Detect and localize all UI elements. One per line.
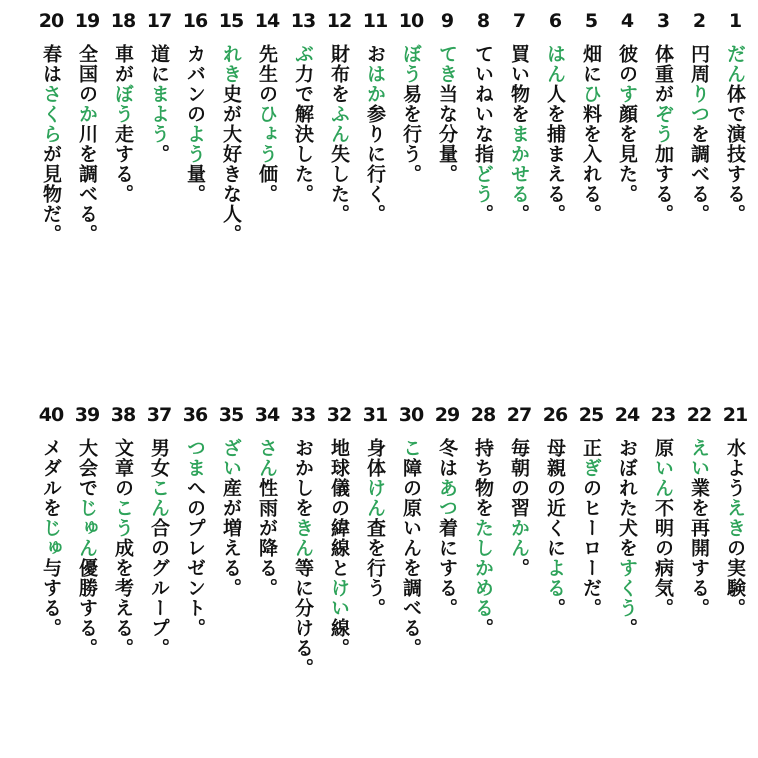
question-19 [70, 8, 104, 353]
question-number: 30 [398, 404, 424, 426]
text-after: の実験。 [724, 538, 746, 618]
question-number: 9 [440, 10, 454, 32]
question-text [471, 44, 495, 224]
question-text [39, 438, 63, 638]
question-number: 5 [584, 10, 598, 32]
text-after: 力で解決した。 [292, 64, 314, 204]
text-before: 毎朝の習 [508, 438, 530, 518]
question-33 [286, 402, 320, 747]
text-after: 当な分量。 [436, 84, 458, 184]
question-2 [682, 8, 716, 353]
question-number: 1 [728, 10, 742, 32]
question-number: 15 [218, 10, 244, 32]
question-number: 29 [434, 404, 460, 426]
question-number: 34 [254, 404, 280, 426]
text-before: 財布を [328, 44, 350, 104]
question-text [507, 438, 531, 578]
question-text [363, 438, 387, 618]
reading-target: はん [544, 44, 566, 84]
text-before: 畑に [580, 44, 602, 84]
question-12 [322, 8, 356, 353]
text-after: 量。 [184, 164, 206, 204]
question-9 [430, 8, 464, 353]
reading-target: ひ [580, 84, 602, 104]
question-number: 27 [506, 404, 532, 426]
text-before: おぼれた犬を [616, 438, 638, 558]
question-number: 16 [182, 10, 208, 32]
question-37 [142, 402, 176, 747]
text-before: 母親の近くに [544, 438, 566, 558]
questions-21-40 [0, 402, 758, 747]
question-text [75, 44, 99, 244]
question-text [687, 44, 711, 224]
question-8 [466, 8, 500, 353]
text-before: 円周 [688, 44, 710, 84]
question-24 [610, 402, 644, 747]
text-after: 性雨が降る。 [256, 478, 278, 598]
reading-target: ぼう [400, 44, 422, 84]
text-before: 正 [580, 438, 602, 458]
text-before: 冬は [436, 438, 458, 478]
text-after: を調べる。 [688, 124, 710, 224]
text-after: 。 [148, 144, 170, 164]
reading-target: はか [364, 64, 386, 104]
question-text [111, 44, 135, 204]
question-number: 10 [398, 10, 424, 32]
reading-target: りつ [688, 84, 710, 124]
text-before: 全国の [76, 44, 98, 104]
reading-target: えき [724, 498, 746, 538]
reading-target: つま [184, 438, 206, 478]
text-before: 身体 [364, 438, 386, 478]
reading-target: まよう [148, 84, 170, 144]
reading-target: けい [328, 578, 350, 618]
text-after: 産が増える。 [220, 478, 242, 598]
question-4 [610, 8, 644, 353]
text-after: 合のグループ。 [148, 518, 170, 658]
text-after: へのプレゼント。 [184, 478, 206, 638]
question-text [615, 438, 639, 638]
reading-target: ぞう [652, 104, 674, 144]
question-text [471, 438, 495, 638]
text-after: 不明の病気。 [652, 498, 674, 618]
question-29 [430, 402, 464, 747]
question-number: 21 [722, 404, 748, 426]
text-after: 着にする。 [436, 518, 458, 618]
text-after: 業を再開する。 [688, 478, 710, 618]
question-text [75, 438, 99, 658]
reading-target: だん [724, 44, 746, 84]
text-after: 。 [544, 598, 566, 618]
question-17 [142, 8, 176, 353]
question-text [579, 438, 603, 618]
question-22 [682, 402, 716, 747]
question-text [255, 44, 279, 204]
text-before: 男女 [148, 438, 170, 478]
reading-target: けん [364, 478, 386, 518]
question-number: 38 [110, 404, 136, 426]
question-10 [394, 8, 428, 353]
question-text [147, 44, 171, 164]
question-6 [538, 8, 572, 353]
question-text [435, 44, 459, 184]
text-after: 体で演技する。 [724, 84, 746, 224]
question-1 [718, 8, 752, 353]
reading-target: いん [652, 458, 674, 498]
reading-target: じゅん [76, 498, 98, 558]
text-after: 参りに行く。 [364, 104, 386, 224]
question-15 [214, 8, 248, 353]
question-number: 22 [686, 404, 712, 426]
question-text [219, 44, 243, 244]
question-number: 6 [548, 10, 562, 32]
reading-target: れき [220, 44, 242, 84]
text-before: 先生の [256, 44, 278, 104]
reading-target: さん [256, 438, 278, 478]
question-number: 26 [542, 404, 568, 426]
reading-target: こう [112, 498, 134, 538]
question-text [723, 44, 747, 224]
reading-target: すくう [616, 558, 638, 618]
question-text [111, 438, 135, 658]
text-after: 。 [508, 204, 530, 224]
question-text [399, 44, 423, 184]
text-after: 川を調べる。 [76, 124, 98, 244]
reading-target: ふん [328, 104, 350, 144]
question-text [543, 44, 567, 224]
text-before: メダルを [40, 438, 62, 518]
question-number: 2 [692, 10, 706, 32]
text-after: 顔を見た。 [616, 104, 638, 204]
question-11 [358, 8, 392, 353]
text-before: 文章の [112, 438, 134, 498]
text-before: 車が [112, 44, 134, 84]
question-text [183, 438, 207, 638]
question-number: 20 [38, 10, 64, 32]
question-18 [106, 8, 140, 353]
question-text [255, 438, 279, 598]
question-text [327, 438, 351, 658]
text-after: 価。 [256, 164, 278, 204]
text-before: 体重が [652, 44, 674, 104]
question-14 [250, 8, 284, 353]
question-text [507, 44, 531, 224]
question-26 [538, 402, 572, 747]
reading-target: ぶ [292, 44, 314, 64]
text-before: 大会で [76, 438, 98, 498]
text-after: 加する。 [652, 144, 674, 224]
question-number: 3 [656, 10, 670, 32]
question-text [615, 44, 639, 204]
question-number: 12 [326, 10, 352, 32]
question-number: 32 [326, 404, 352, 426]
question-13 [286, 8, 320, 353]
reading-target: ぎ [580, 458, 602, 478]
question-text [651, 44, 675, 224]
question-number: 14 [254, 10, 280, 32]
text-after: 。 [616, 618, 638, 638]
question-number: 35 [218, 404, 244, 426]
text-after: 走する。 [112, 124, 134, 204]
question-text [399, 438, 423, 658]
question-number: 11 [362, 10, 388, 32]
question-32 [322, 402, 356, 747]
question-text [39, 44, 63, 244]
text-before: 持ち物を [472, 438, 494, 518]
reading-target: えい [688, 438, 710, 478]
question-number: 23 [650, 404, 676, 426]
text-before: 水よう [724, 438, 746, 498]
text-after: 料を入れる。 [580, 104, 602, 224]
question-38 [106, 402, 140, 747]
question-27 [502, 402, 536, 747]
reading-target: かん [508, 518, 530, 558]
question-number: 4 [620, 10, 634, 32]
question-40 [34, 402, 68, 747]
question-text [183, 44, 207, 204]
reading-target: まかせる [508, 124, 530, 204]
question-7 [502, 8, 536, 353]
reading-target: す [616, 84, 638, 104]
text-after: 。 [472, 618, 494, 638]
question-text [435, 438, 459, 618]
question-text [147, 438, 171, 658]
reading-target: か [76, 104, 98, 124]
text-after: 易を行う。 [400, 84, 422, 184]
question-text [579, 44, 603, 224]
reading-target: じゅ [40, 518, 62, 558]
text-after: 失した。 [328, 144, 350, 224]
reading-target: こん [148, 478, 170, 518]
reading-target: よう [184, 124, 206, 164]
question-5 [574, 8, 608, 353]
question-3 [646, 8, 680, 353]
reading-target: よる [544, 558, 566, 598]
reading-target: ひょう [256, 104, 278, 164]
question-20 [34, 8, 68, 353]
reading-target: さくら [40, 84, 62, 144]
text-after: 障の原いんを調べる。 [400, 458, 422, 658]
text-after: 人を捕まえる。 [544, 84, 566, 224]
question-number: 7 [512, 10, 526, 32]
question-number: 8 [476, 10, 490, 32]
text-after: のヒーローだ。 [580, 478, 602, 618]
text-before: カバンの [184, 44, 206, 124]
reading-target: こ [400, 438, 422, 458]
text-after: 等に分ける。 [292, 558, 314, 678]
text-before: 原 [652, 438, 674, 458]
text-before: 買い物を [508, 44, 530, 124]
reading-target: たしかめる [472, 518, 494, 618]
question-number: 25 [578, 404, 604, 426]
text-after: 史が大好きな人。 [220, 84, 242, 244]
question-text [327, 44, 351, 224]
question-text [687, 438, 711, 618]
text-before: おかしを [292, 438, 314, 518]
text-after: 。 [472, 204, 494, 224]
question-number: 18 [110, 10, 136, 32]
question-number: 24 [614, 404, 640, 426]
question-16 [178, 8, 212, 353]
text-before: ていねいな指 [472, 44, 494, 164]
question-number: 33 [290, 404, 316, 426]
question-number: 37 [146, 404, 172, 426]
reading-target: てき [436, 44, 458, 84]
question-21 [718, 402, 752, 747]
question-number: 36 [182, 404, 208, 426]
question-36 [178, 402, 212, 747]
question-text [219, 438, 243, 598]
text-after: 線。 [328, 618, 350, 658]
text-before: 地球儀の緯線と [328, 438, 350, 578]
text-after: 査を行う。 [364, 518, 386, 618]
text-before: 道に [148, 44, 170, 84]
text-before: 春は [40, 44, 62, 84]
text-after: が見物だ。 [40, 144, 62, 244]
question-number: 13 [290, 10, 316, 32]
question-number: 31 [362, 404, 388, 426]
question-text [291, 438, 315, 678]
question-23 [646, 402, 680, 747]
text-after: 。 [508, 558, 530, 578]
reading-target: きん [292, 518, 314, 558]
question-text [723, 438, 747, 618]
question-number: 19 [74, 10, 100, 32]
question-number: 39 [74, 404, 100, 426]
text-after: 成を考える。 [112, 538, 134, 658]
question-39 [70, 402, 104, 747]
question-34 [250, 402, 284, 747]
text-after: 優勝する。 [76, 558, 98, 658]
reading-target: どう [472, 164, 494, 204]
question-text [291, 44, 315, 204]
reading-target: あつ [436, 478, 458, 518]
question-number: 17 [146, 10, 172, 32]
text-after: 与する。 [40, 558, 62, 638]
question-text [363, 44, 387, 224]
question-25 [574, 402, 608, 747]
text-before: 彼の [616, 44, 638, 84]
question-text [651, 438, 675, 618]
questions-1-20 [0, 8, 758, 353]
question-30 [394, 402, 428, 747]
question-number: 40 [38, 404, 64, 426]
reading-target: ぼう [112, 84, 134, 124]
question-31 [358, 402, 392, 747]
reading-target: ざい [220, 438, 242, 478]
text-before: お [364, 44, 386, 64]
question-number: 28 [470, 404, 496, 426]
question-28 [466, 402, 500, 747]
question-text [543, 438, 567, 618]
question-35 [214, 402, 248, 747]
